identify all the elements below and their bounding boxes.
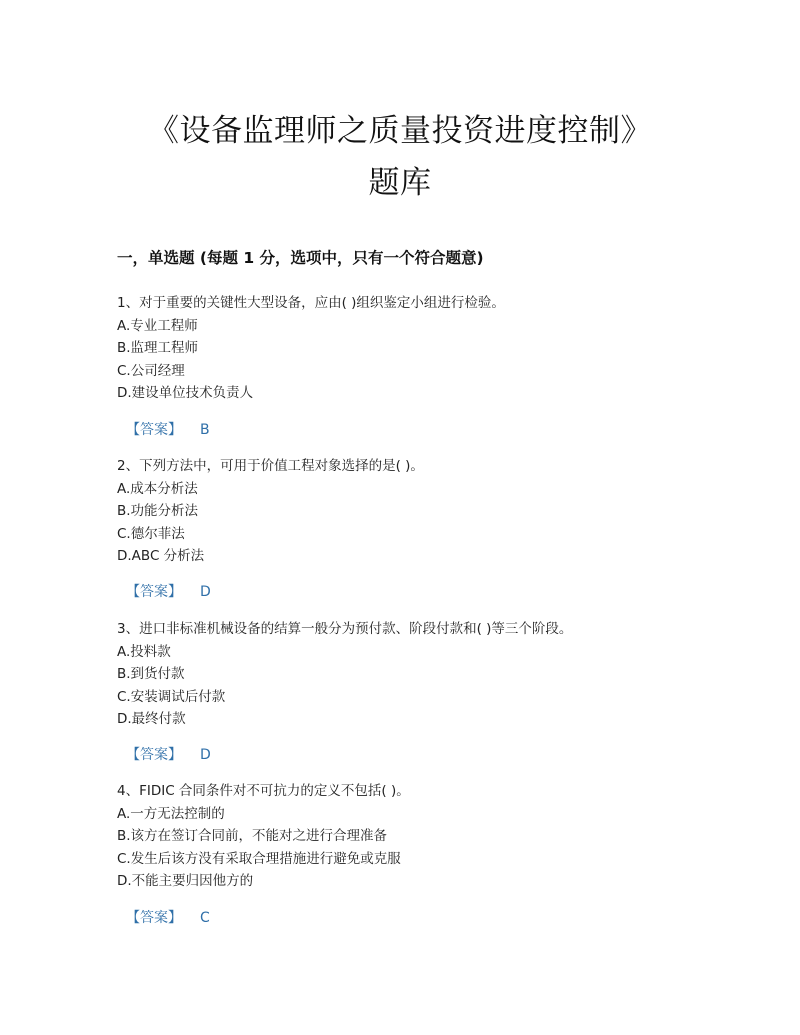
option-c: C.发生后该方没有采取合理措施进行避免或克服	[117, 850, 401, 867]
question-stem: 4、FIDIC 合同条件对不可抗力的定义不包括( )。	[117, 783, 410, 799]
question-stem: 3、进口非标准机械设备的结算一般分为预付款、阶段付款和( )等三个阶段。	[117, 621, 573, 637]
option-c: C.德尔菲法	[117, 525, 185, 542]
answer-2	[126, 581, 211, 603]
answer-value: C	[200, 910, 210, 926]
answer-label: 【答案】	[126, 422, 182, 438]
document-subtitle: 题库	[368, 165, 432, 201]
document-title: 《设备监理师之质量投资进度控制》	[148, 113, 652, 149]
option-c: C.公司经理	[117, 362, 185, 379]
question-3	[117, 618, 737, 731]
option-d: D.不能主要归因他方的	[117, 873, 254, 889]
option-a: A.投料款	[117, 643, 171, 660]
option-a: A.一方无法控制的	[117, 805, 225, 822]
question-4	[117, 780, 737, 893]
option-a: A.成本分析法	[117, 480, 198, 497]
option-b: B.功能分析法	[117, 503, 199, 519]
option-d: D.ABC 分析法	[117, 548, 205, 564]
option-b: B.该方在签订合同前，不能对之进行合理准备	[117, 828, 388, 844]
option-d: D.最终付款	[117, 711, 186, 727]
question-2	[117, 455, 737, 568]
answer-label: 【答案】	[126, 910, 182, 926]
answer-label: 【答案】	[126, 584, 182, 600]
option-b: B.监理工程师	[117, 340, 199, 356]
answer-value: D	[200, 747, 211, 763]
option-a: A.专业工程师	[117, 317, 198, 334]
question-stem: 2、下列方法中，可用于价值工程对象选择的是( )。	[117, 458, 424, 474]
option-d: D.建设单位技术负责人	[117, 385, 254, 401]
answer-value: D	[200, 584, 211, 600]
answer-4	[126, 907, 210, 929]
option-c: C.安装调试后付款	[117, 688, 226, 705]
option-b: B.到货付款	[117, 666, 185, 682]
answer-3	[126, 744, 211, 766]
answer-value: B	[200, 422, 210, 438]
answer-label: 【答案】	[126, 747, 182, 763]
question-stem: 1、对于重要的关键性大型设备，应由( )组织鉴定小组进行检验。	[117, 295, 505, 311]
question-1	[117, 292, 737, 405]
section-title: 一，单选题 (每题 1 分，选项中，只有一个符合题意)	[117, 249, 484, 267]
answer-1	[126, 419, 210, 441]
